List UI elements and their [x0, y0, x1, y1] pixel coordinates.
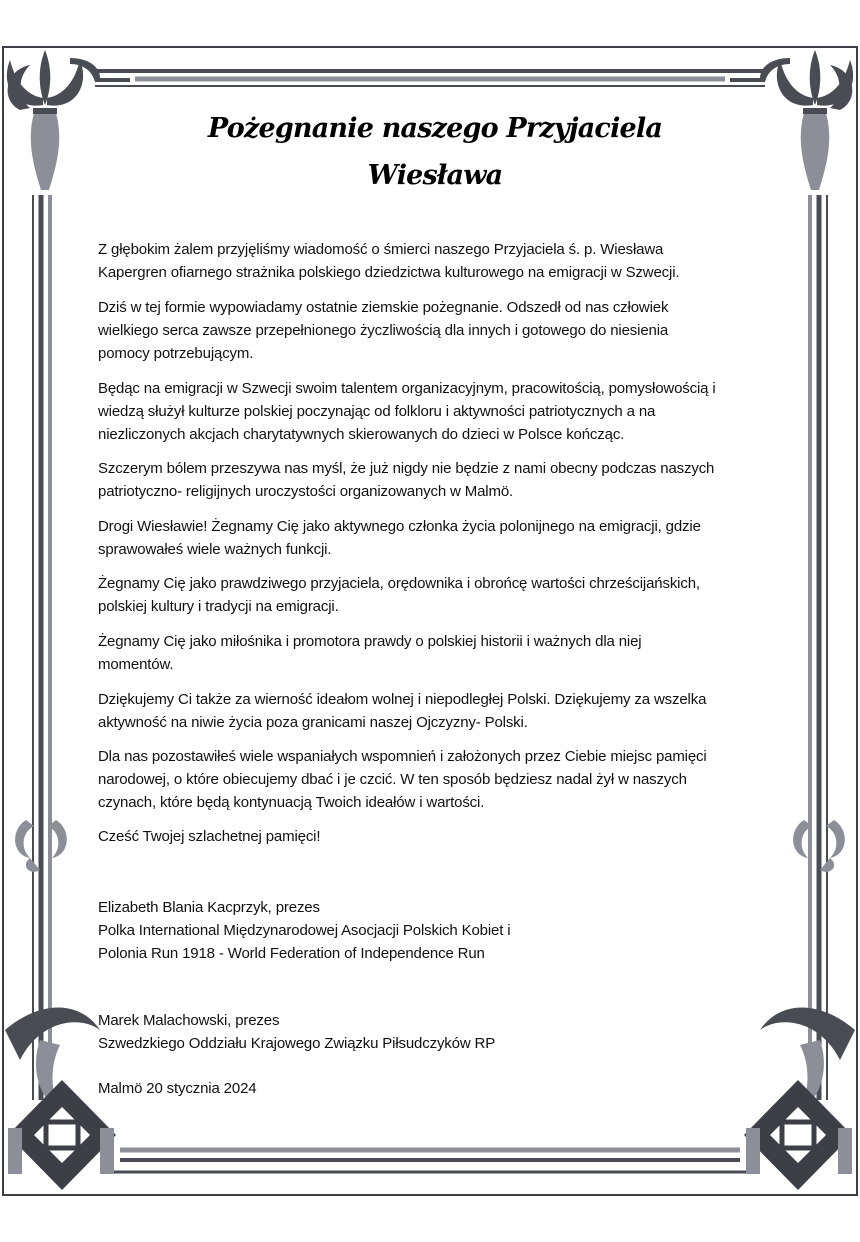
text-line: polskiej kultury i tradycji na emigracji. — [98, 598, 339, 615]
paragraph — [98, 572, 778, 618]
paragraph — [98, 745, 778, 814]
text-line: wielkiego serca zawsze przepełnionego życzliwością dla innych i gotowego do niesienia — [98, 322, 669, 339]
signature-block — [98, 896, 778, 965]
text-line: niezliczonych akcjach charytatywnych skierowanych do dzieci w Polsce kończąc. — [98, 426, 625, 443]
text-line: Dziękujemy Ci także za wierność ideałom wolnej i niepodległej Polski. Dziękujemy za wszelka — [98, 691, 707, 708]
text-line: Drogi Wiesławie! Żegnamy Cię jako aktywnego członka życia polonijnego na emigracji, gdzie — [98, 518, 701, 535]
text-line: Malmö 20 stycznia 2024 — [98, 1080, 257, 1097]
paragraph — [98, 238, 778, 284]
signature-line: Polonia Run 1918 - World Federation of Independence Run — [98, 945, 485, 962]
text-line: Cześć Twojej szlachetnej pamięci! — [98, 828, 321, 845]
paragraph — [98, 688, 778, 734]
text-line: Żegnamy Cię jako miłośnika i promotora prawdy o polskiej historii i ważnych dla niej — [98, 633, 642, 650]
paragraph — [98, 515, 778, 561]
text-line: narodowej, o które obiecujemy dbać i je czcić. W ten sposób będziesz nadal żył w naszych — [98, 771, 687, 788]
text-line: pomocy potrzebującym. — [98, 345, 254, 362]
closing-line — [98, 825, 778, 848]
page-title-name: Wiesława — [367, 160, 503, 191]
text-line: czynach, które będą kontynuacją Twoich ideałów i wartości. — [98, 794, 485, 811]
text-line: Żegnamy Cię jako prawdziwego przyjaciela, orędownika i obrońcę wartości chrześcijańskich, — [98, 575, 700, 592]
text-line: Z głębokim żalem przyjęliśmy wiadomość o śmierci naszego Przyjaciela ś. p. Wiesława — [98, 241, 664, 258]
page-title: Pożegnanie naszego Przyjaciela — [207, 113, 663, 144]
text-line: Szczerym bólem przeszywa nas myśl, że już nigdy nie będzie z nami obecny podczas naszych — [98, 460, 715, 477]
signature-line: Elizabeth Blania Kacprzyk, prezes — [98, 899, 320, 916]
text-line: Dziś w tej formie wypowiadamy ostatnie ziemskie pożegnanie. Odszedł od nas człowiek — [98, 299, 669, 316]
text-line: momentów. — [98, 656, 174, 673]
text-line: sprawowałeś wiele ważnych funkcji. — [98, 541, 332, 558]
signature-line: Polka International Międzynarodowej Asocjacji Polskich Kobiet i — [98, 922, 511, 939]
paragraph — [98, 630, 778, 676]
signature-line: Marek Malachowski, prezes — [98, 1012, 280, 1029]
signature-block — [98, 1009, 778, 1055]
paragraph — [98, 377, 778, 446]
date-line — [98, 1077, 778, 1100]
text-line: patriotyczno- religijnych uroczystości organizowanych w Malmö. — [98, 483, 514, 500]
text-line: Dla nas pozostawiłeś wiele wspaniałych wspomnień i założonych przez Ciebie miejsc pamięci — [98, 748, 707, 765]
text-line: aktywność na niwie życia poza granicami naszej Ojczyzny- Polski. — [98, 714, 528, 731]
text-line: Kapergren ofiarnego strażnika polskiego dziedzictwa kulturowego na emigracji w Szwecji. — [98, 264, 680, 281]
signature-line: Szwedzkiego Oddziału Krajowego Związku Piłsudczyków RP — [98, 1035, 496, 1052]
paragraph — [98, 296, 778, 365]
paragraph — [98, 457, 778, 503]
text-line: wiedzą służył kulturze polskiej poczynając od folkloru i aktywności patriotycznych a na — [98, 403, 656, 420]
text-line: Będąc na emigracji w Szwecji swoim talentem organizacyjnym, pracowitością, pomysłowością i — [98, 380, 716, 397]
